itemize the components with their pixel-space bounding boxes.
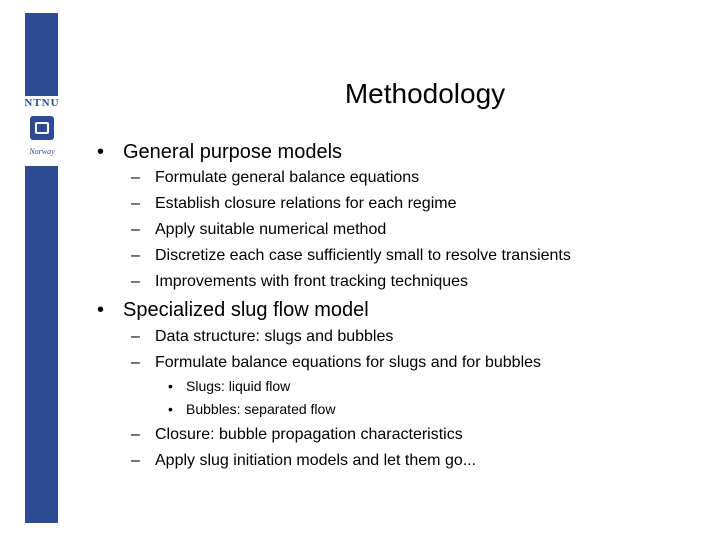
subsubbullet-item: Bubbles: separated flow	[186, 401, 336, 417]
subbullet-item: Data structure: slugs and bubbles	[155, 328, 394, 345]
ntnu-logo	[24, 96, 60, 166]
dash-marker: –	[131, 221, 140, 238]
dash-marker: –	[131, 169, 140, 186]
bullet-specialized-slug-flow-model: Specialized slug flow model	[123, 299, 369, 321]
logo-top-text: NTNU	[24, 97, 60, 109]
logo-mark-icon	[30, 116, 54, 140]
subbullet-item: Discretize each case sufficiently small to resolve transients	[155, 247, 571, 264]
dash-marker: –	[131, 247, 140, 264]
subbullet-item: Formulate balance equations for slugs and for bubbles	[155, 354, 542, 371]
subsubbullet-item: Slugs: liquid flow	[186, 378, 291, 394]
dash-marker: –	[131, 452, 140, 469]
subbullet-item: Apply suitable numerical method	[155, 221, 387, 238]
subbullet-item: Formulate general balance equations	[155, 169, 420, 186]
dash-marker: –	[131, 354, 140, 371]
subbullet-item: Improvements with front tracking techniques	[155, 273, 469, 290]
dash-marker: –	[131, 426, 140, 443]
bullet-marker: •	[168, 401, 173, 417]
dash-marker: –	[131, 195, 140, 212]
bullet-marker: •	[97, 141, 105, 163]
bullet-general-purpose-models: General purpose models	[123, 141, 343, 163]
subbullet-item: Establish closure relations for each regime	[155, 195, 457, 212]
bullet-marker: •	[168, 378, 173, 394]
subbullet-item: Closure: bubble propagation characteristics	[155, 426, 463, 443]
dash-marker: –	[131, 328, 140, 345]
bullet-marker: •	[97, 299, 105, 321]
dash-marker: –	[131, 273, 140, 290]
subbullet-item: Apply slug initiation models and let them go...	[155, 452, 477, 469]
slide-title: Methodology	[344, 78, 506, 109]
sidebar-bar	[25, 13, 58, 523]
logo-bottom-text: Norway	[29, 147, 55, 156]
